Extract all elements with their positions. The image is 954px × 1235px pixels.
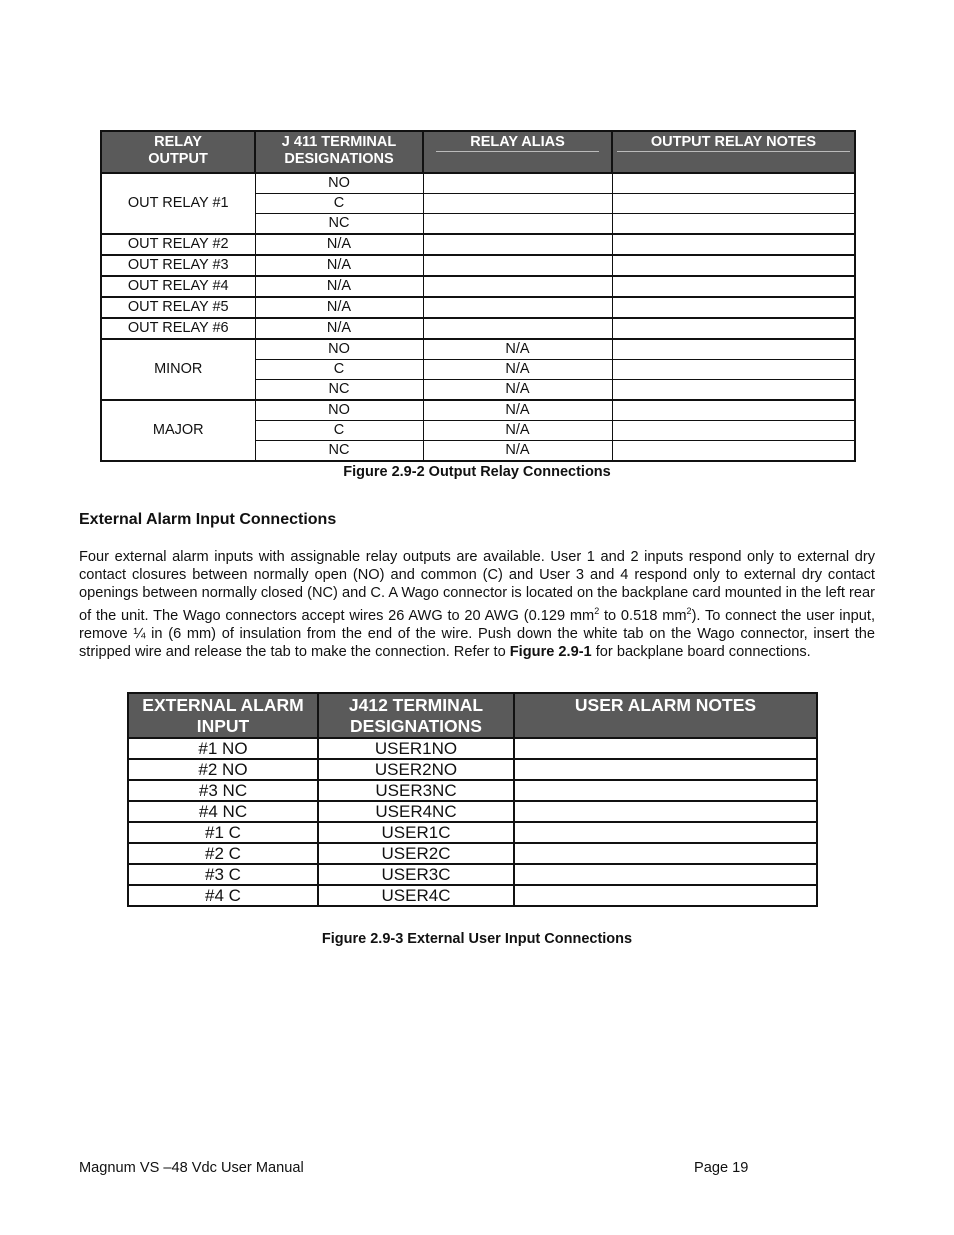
relay-output-cell: OUT RELAY #6 [101,318,255,339]
user-alarm-notes-cell [514,885,817,906]
output-relay-notes-cell [612,276,855,297]
header-relay-output [101,131,255,173]
table-row [128,780,817,801]
paragraph-text: for backplane board connections. [591,643,811,660]
paragraph-text: ). To connect the user input, remove ¼ in (6 mm) of insulation from the end of the wire. Push down the white tab on the Wago connector, insert the stripped wire and release the tab to make the connection. Refer to [79,607,876,660]
terminal-cell: N/A [255,234,423,255]
j412-terminal-cell: USER1C [318,822,514,843]
user-alarm-notes-cell [514,843,817,864]
external-alarm-header-row [128,693,817,738]
user-alarm-notes-cell [514,759,817,780]
output-relay-header-row [101,131,855,173]
output-relay-notes-cell [612,441,855,462]
terminal-cell: NO [255,339,423,360]
terminal-cell: N/A [255,276,423,297]
relay-alias-cell [423,255,612,276]
relay-alias-cell [423,276,612,297]
superscript: 2 [686,606,692,616]
terminal-cell: NO [255,173,423,194]
output-relay-notes-cell [612,234,855,255]
figure-reference: Figure 2.9-1 [509,643,592,660]
header-user-alarm-notes-label: USER ALARM NOTES [574,695,757,715]
table-row [128,759,817,780]
footer-page-number: Page 19 [694,1160,749,1176]
header-input-line2: INPUT [196,716,250,736]
relay-alias-cell [423,194,612,214]
figure-caption-external-input: Figure 2.9-3 External User Input Connections [321,931,633,947]
table-row [128,885,817,906]
output-relay-table [100,130,856,462]
terminal-cell: N/A [255,255,423,276]
header-external-alarm-input [128,693,318,738]
terminal-cell: NO [255,400,423,421]
relay-alias-cell [423,173,612,194]
table-row [101,255,855,276]
output-relay-notes-cell [612,214,855,235]
j412-terminal-cell: USER4NC [318,801,514,822]
alarm-input-cell: #2 NO [128,759,318,780]
user-alarm-notes-cell [514,780,817,801]
relay-output-cell: OUT RELAY #1 [101,173,255,234]
table-row [128,801,817,822]
alarm-input-cell: #3 C [128,864,318,885]
relay-alias-cell: N/A [423,339,612,360]
header-relay-alias-label: RELAY ALIAS [436,134,599,152]
paragraph-text: Four external alarm inputs with assignable relay outputs are available. User 1 and 2 inputs respond only to external dry contact closures between normally open (NO) and common (C) and User 3 and 4 respond only to external dry contact openings between normally closed (NC) and C. A Wago connector is located on the backplane card mounted in the left rear of the unit. The Wago connectors accept wires 26 AWG to 20 AWG (0.129 mm [79,549,875,624]
header-output-relay-notes [612,131,855,173]
output-relay-body [101,173,855,461]
alarm-input-cell: #4 NC [128,801,318,822]
output-relay-notes-cell [612,360,855,380]
terminal-cell: NC [255,214,423,235]
table-row [101,318,855,339]
j412-terminal-cell: USER1NO [318,738,514,759]
output-relay-notes-cell [612,173,855,194]
output-relay-notes-cell [612,194,855,214]
table-row [128,864,817,885]
table-row [128,843,817,864]
header-j411-terminal [255,131,423,173]
relay-alias-cell [423,214,612,235]
header-terminal-line2: DESIGNATIONS [284,151,394,167]
j412-terminal-cell: USER2C [318,843,514,864]
alarm-input-cell: #1 NO [128,738,318,759]
header-input-line1: EXTERNAL ALARM [142,695,304,715]
relay-alias-cell [423,318,612,339]
output-relay-notes-cell [612,400,855,421]
relay-output-cell: MINOR [101,339,255,400]
footer-manual-title: Magnum VS –48 Vdc User Manual [79,1160,304,1176]
relay-alias-cell [423,297,612,318]
figure-caption-output-relay: Figure 2.9-2 Output Relay Connections [343,464,611,480]
j412-terminal-cell: USER3C [318,864,514,885]
external-alarm-table [127,692,818,907]
j412-terminal-cell: USER4C [318,885,514,906]
output-relay-notes-cell [612,297,855,318]
output-relay-notes-cell [612,421,855,441]
j412-terminal-cell: USER3NC [318,780,514,801]
relay-output-cell: MAJOR [101,400,255,461]
relay-alias-cell [423,234,612,255]
external-alarm-body [128,738,817,906]
table-row [101,234,855,255]
header-j412-terminal [318,693,514,738]
j412-terminal-cell: USER2NO [318,759,514,780]
alarm-input-cell: #4 C [128,885,318,906]
relay-alias-cell: N/A [423,400,612,421]
relay-alias-cell: N/A [423,380,612,401]
table-row [101,297,855,318]
table-row [128,822,817,843]
terminal-cell: NC [255,441,423,462]
alarm-input-cell: #1 C [128,822,318,843]
header-relay-output-line1: RELAY [154,134,202,150]
table-row [101,339,855,360]
header-output-relay-notes-label: OUTPUT RELAY NOTES [617,134,850,152]
terminal-cell: C [255,421,423,441]
header-j412-line1: J412 TERMINAL [348,695,484,715]
relay-alias-cell: N/A [423,421,612,441]
table-row [128,738,817,759]
relay-alias-cell: N/A [423,441,612,462]
header-terminal-line1: J 411 TERMINAL [281,134,397,150]
terminal-cell: N/A [255,297,423,318]
table-row [101,173,855,194]
user-alarm-notes-cell [514,864,817,885]
relay-output-cell: OUT RELAY #4 [101,276,255,297]
relay-output-cell: OUT RELAY #3 [101,255,255,276]
table-row [101,276,855,297]
output-relay-notes-cell [612,339,855,360]
alarm-input-cell: #3 NC [128,780,318,801]
relay-output-cell: OUT RELAY #2 [101,234,255,255]
terminal-cell: N/A [255,318,423,339]
relay-output-cell: OUT RELAY #5 [101,297,255,318]
relay-alias-cell: N/A [423,360,612,380]
terminal-cell: NC [255,380,423,401]
header-relay-alias [423,131,612,173]
user-alarm-notes-cell [514,822,817,843]
header-user-alarm-notes [514,693,817,738]
output-relay-notes-cell [612,255,855,276]
superscript: 2 [594,606,600,616]
terminal-cell: C [255,360,423,380]
section-heading: External Alarm Input Connections [79,511,337,528]
alarm-input-cell: #2 C [128,843,318,864]
user-alarm-notes-cell [514,738,817,759]
header-j412-line2: DESIGNATIONS [350,716,482,736]
body-paragraph [79,548,875,661]
output-relay-notes-cell [612,380,855,401]
terminal-cell: C [255,194,423,214]
paragraph-text: to 0.518 mm [599,607,687,624]
output-relay-notes-cell [612,318,855,339]
header-relay-output-line2: OUTPUT [148,151,208,167]
user-alarm-notes-cell [514,801,817,822]
table-row [101,400,855,421]
